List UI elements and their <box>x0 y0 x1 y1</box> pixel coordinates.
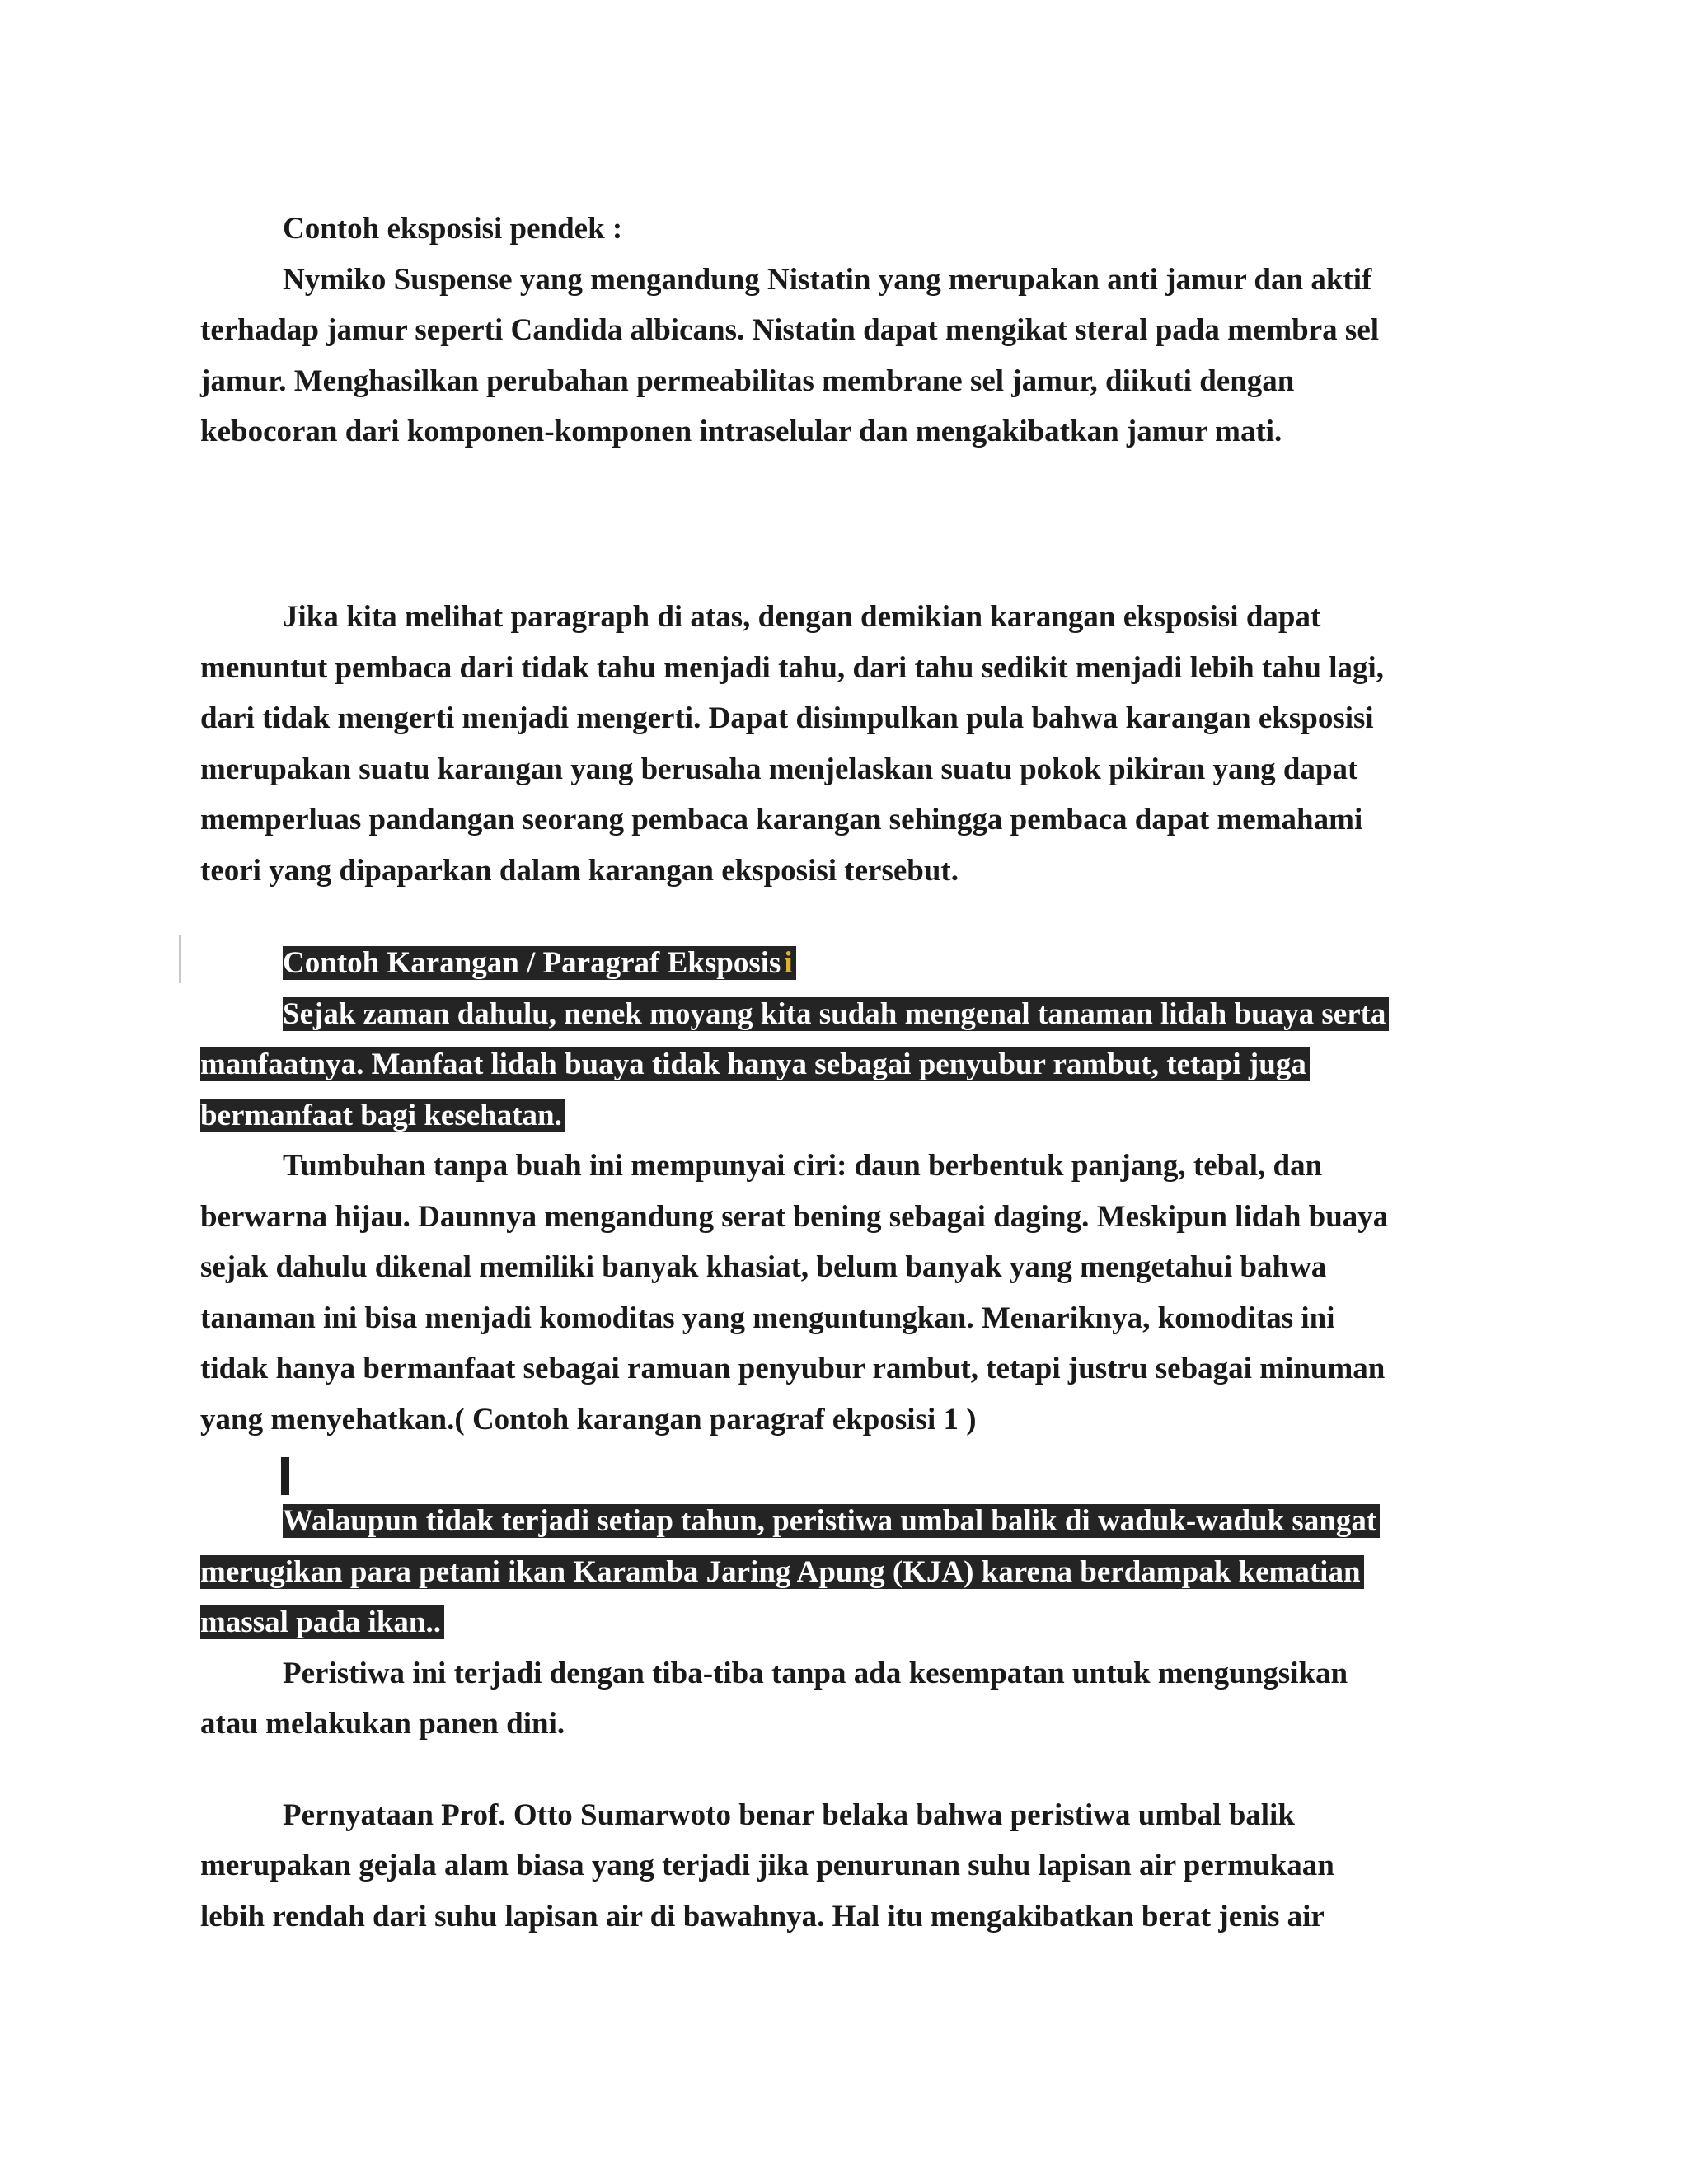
intro-title: Contoh eksposisi pendek : <box>283 212 623 246</box>
p5-line[interactable] <box>200 1553 1364 1592</box>
p3-line[interactable] <box>283 995 1389 1034</box>
margin-caret <box>179 935 181 983</box>
p2-line: Jika kita melihat paragraph di atas, dengan demikian karangan eksposisi dapat <box>283 600 1321 634</box>
p3-line[interactable] <box>200 1096 565 1136</box>
selected-text: bermanfaat bagi kesehatan. <box>200 1099 565 1132</box>
p7-line: Pernyataan Prof. Otto Sumarwoto benar belaka bahwa peristiwa umbal balik <box>283 1798 1295 1832</box>
p5-line[interactable] <box>200 1603 444 1643</box>
p2-line: dari tidak mengerti menjadi mengerti. Dapat disimpulkan pula bahwa karangan eksposisi <box>200 701 1374 735</box>
p5-line[interactable] <box>283 1502 1380 1541</box>
p1-line: terhadap jamur seperti Candida albicans. Nistatin dapat mengikat steral pada membra sel <box>200 313 1380 347</box>
p7-line: merupakan gejala alam biasa yang terjadi jika penurunan suhu lapisan air permukaan <box>200 1849 1334 1882</box>
section-heading[interactable] <box>283 944 796 983</box>
p1-line: Nymiko Suspense yang mengandung Nistatin yang merupakan anti jamur dan aktif <box>283 263 1372 297</box>
p2-line: menuntut pembaca dari tidak tahu menjadi tahu, dari tahu sedikit menjadi lebih tahu lagi, <box>200 651 1385 685</box>
p4-line: tidak hanya bermanfaat sebagai ramuan penyubur rambut, tetapi justru sebagai minuman <box>200 1352 1386 1385</box>
section-heading-last-char: i <box>784 946 795 980</box>
p2-line: merupakan suatu karangan yang berusaha menjelaskan suatu pokok pikiran yang dapat <box>200 752 1358 786</box>
p2-line: memperluas pandangan seorang pembaca karangan sehingga pembaca dapat memahami <box>200 803 1363 837</box>
text-cursor <box>281 1457 289 1495</box>
p3-line[interactable] <box>200 1045 1310 1085</box>
selected-text: manfaatnya. Manfaat lidah buaya tidak hanya sebagai penyubur rambut, tetapi juga <box>200 1047 1310 1081</box>
selected-text: massal pada ikan.. <box>200 1605 444 1639</box>
selected-text: Sejak zaman dahulu, nenek moyang kita sudah mengenal tanaman lidah buaya serta <box>283 997 1389 1031</box>
selected-text: Walaupun tidak terjadi setiap tahun, peristiwa umbal balik di waduk-waduk sangat <box>283 1504 1380 1538</box>
p6-line: atau melakukan panen dini. <box>200 1707 565 1741</box>
section-heading-main: Contoh Karangan / Paragraf Eksposis <box>283 946 784 980</box>
p4-line: sejak dahulu dikenal memiliki banyak khasiat, belum banyak yang mengetahui bahwa <box>200 1250 1327 1284</box>
p4-line: tanaman ini bisa menjadi komoditas yang menguntungkan. Menariknya, komoditas ini <box>200 1301 1335 1335</box>
p4-line: berwarna hijau. Daunnya mengandung serat bening sebagai daging. Meskipun lidah buaya <box>200 1200 1389 1234</box>
p7-line: lebih rendah dari suhu lapisan air di bawahnya. Hal itu mengakibatkan berat jenis air <box>200 1900 1325 1933</box>
p1-line: kebocoran dari komponen-komponen intraselular dan mengakibatkan jamur mati. <box>200 415 1282 448</box>
selected-text: merugikan para petani ikan Karamba Jaring Apung (KJA) karena berdampak kematian <box>200 1555 1364 1589</box>
p4-line: Tumbuhan tanpa buah ini mempunyai ciri: daun berbentuk panjang, tebal, dan <box>283 1149 1323 1183</box>
p1-line: jamur. Menghasilkan perubahan permeabilitas membrane sel jamur, diikuti dengan <box>200 364 1295 398</box>
p6-line: Peristiwa ini terjadi dengan tiba-tiba tanpa ada kesempatan untuk mengungsikan <box>283 1657 1348 1690</box>
p2-line: teori yang dipaparkan dalam karangan eksposisi tersebut. <box>200 854 959 888</box>
p4-line: yang menyehatkan.( Contoh karangan paragraf ekposisi 1 ) <box>200 1403 977 1436</box>
